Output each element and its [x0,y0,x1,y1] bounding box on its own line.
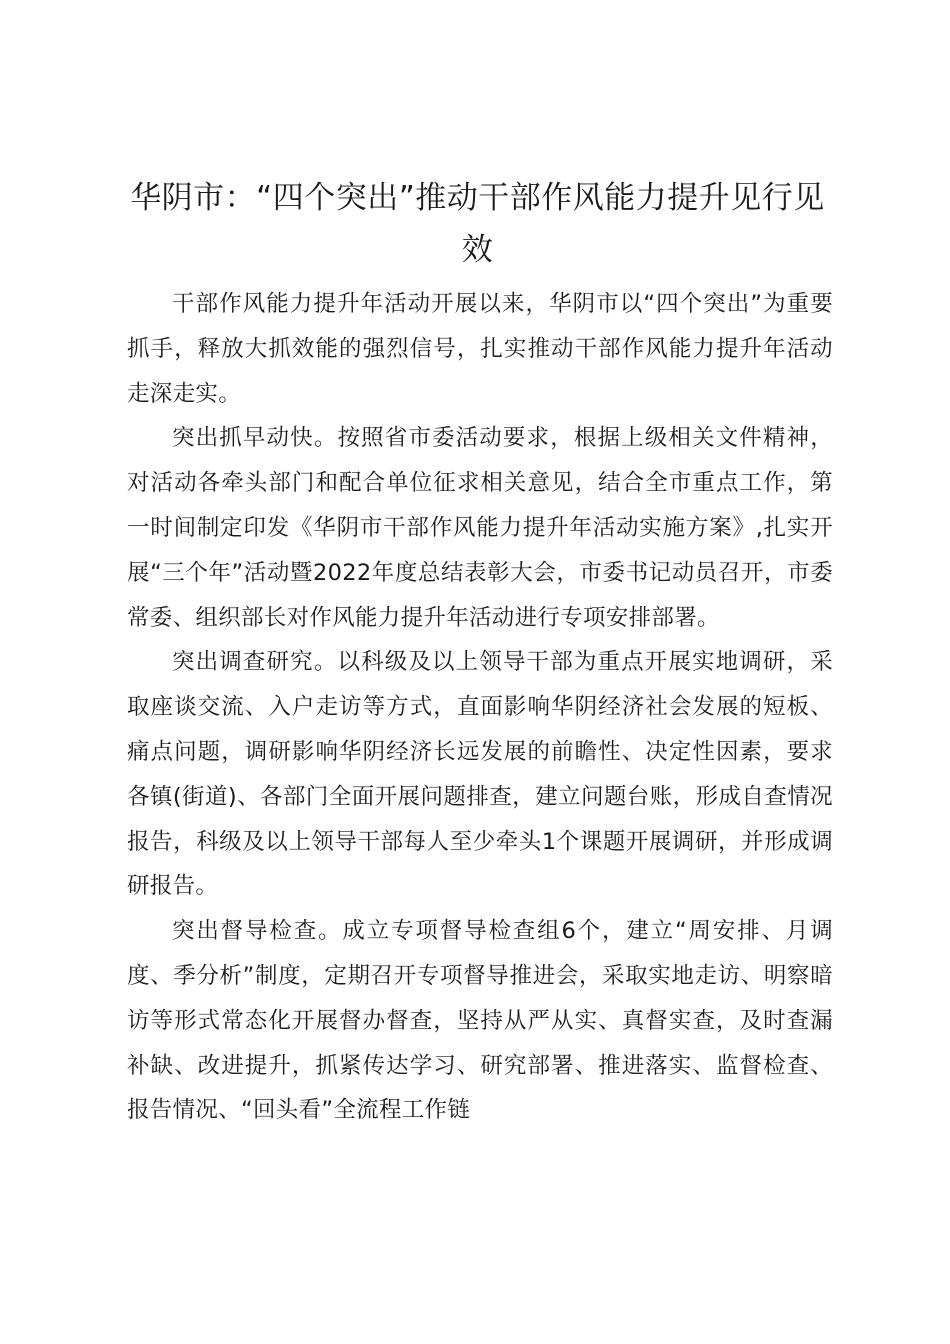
document-body [127,282,833,1133]
document-title: 华阴市：“四个突出”推动干部作风能力提升见行见效 [130,180,825,268]
paragraph-research: 突出调查研究。以科级及以上领导干部为重点开展实地调研，采取座谈交流、入户走访等方式，直面影响华阴经济社会发展的短板、痛点问题，调研影响华阴经济长远发展的前瞻性、决定性因素，要求各镇(街道)、各部门全面开展问题排查，建立问题台账，形成自查情况报告，科级及以上领导干部每人至少牵头1个课题开展调研，并形成调研报告。 [127,649,833,900]
paragraph-intro: 干部作风能力提升年活动开展以来，华阴市以“四个突出”为重要抓手，释放大抓效能的强烈信号，扎实推动干部作风能力提升年活动走深走实。 [127,291,833,407]
paragraph-early-action: 突出抓早动快。按照省市委活动要求，根据上级相关文件精神，对活动各牵头部门和配合单位征求相关意见，结合全市重点工作，第一时间制定印发《华阴市干部作风能力提升年活动实施方案》,扎实开展“三个年”活动暨2022年度总结表彰大会，市委书记动员召开，市委常委、组织部长对作风能力提升年活动进行专项安排部署。 [127,425,833,631]
paragraph-supervision: 突出督导检查。成立专项督导检查组6个，建立“周安排、月调度、季分析”制度，定期召开专项督导推进会，采取实地走访、明察暗访等形式常态化开展督办督查，坚持从严从实、真督实查，及时查漏补缺、改进提升，抓紧传达学习、研究部署、推进落实、监督检查、报告情况、“回头看”全流程工作链 [127,918,833,1124]
